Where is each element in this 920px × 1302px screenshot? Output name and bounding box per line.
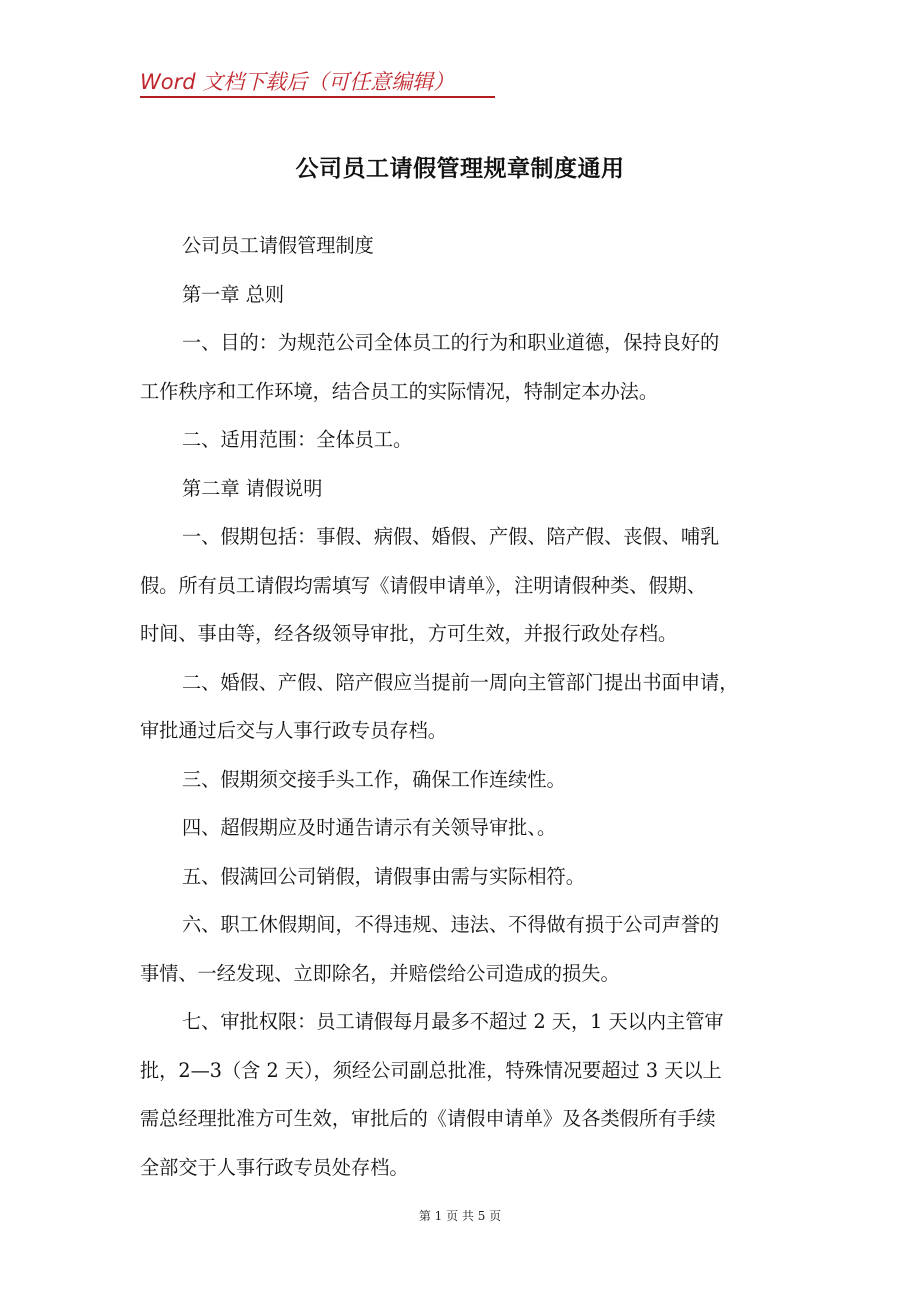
body-line: 三、假期须交接手头工作，确保工作连续性。 <box>182 767 566 791</box>
body-line: 二、适用范围：全体员工。 <box>182 428 413 451</box>
document-title: 公司员工请假管理规章制度通用 <box>295 155 625 182</box>
body-line: 批，2—3（含 2 天），须经公司副总批准，特殊情况要超过 3 天以上 <box>140 1058 722 1082</box>
document-header <box>140 64 495 98</box>
body-line: 需总经理批准方可生效，审批后的《请假申请单》及各类假所有手续 <box>140 1107 716 1130</box>
body-line: 假。所有员工请假均需填写《请假申请单》，注明请假种类、假期、 <box>140 573 707 597</box>
header-text: Word 文档下载后（可任意编辑） <box>140 70 455 94</box>
body-line: 二、婚假、产假、陪产假应当提前一周向主管部门提出书面申请， <box>182 670 739 694</box>
body-line: 六、职工休假期间，不得违规、违法、不得做有损于公司声誉的 <box>182 913 720 936</box>
body-line: 七、审批权限：员工请假每月最多不超过 2 天，1 天以内主管审 <box>182 1010 724 1033</box>
document-body <box>140 222 800 1192</box>
page-number-footer: 第 1 页 共 5 页 <box>418 1209 502 1223</box>
body-line: 事情、一经发现、立即除名，并赔偿给公司造成的损失。 <box>140 961 620 985</box>
body-line: 工作秩序和工作环境，结合员工的实际情况，特制定本办法。 <box>140 379 659 403</box>
body-line: 四、超假期应及时通告请示有关领导审批、。 <box>182 816 557 839</box>
body-line: 一、假期包括：事假、病假、婚假、产假、陪产假、丧假、哺乳 <box>182 525 720 548</box>
body-line: 公司员工请假管理制度 <box>182 234 374 257</box>
body-line: 一、目的：为规范公司全体员工的行为和职业道德，保持良好的 <box>182 331 720 354</box>
body-line: 全部交于人事行政专员处存档。 <box>140 1155 409 1179</box>
body-line: 第一章 总则 <box>182 282 285 306</box>
body-line: 第二章 请假说明 <box>182 476 323 500</box>
body-line: 审批通过后交与人事行政专员存档。 <box>140 719 447 742</box>
body-line: 时间、事由等，经各级领导审批，方可生效，并报行政处存档。 <box>140 622 678 645</box>
body-line: 五、假满回公司销假，请假事由需与实际相符。 <box>182 864 585 888</box>
